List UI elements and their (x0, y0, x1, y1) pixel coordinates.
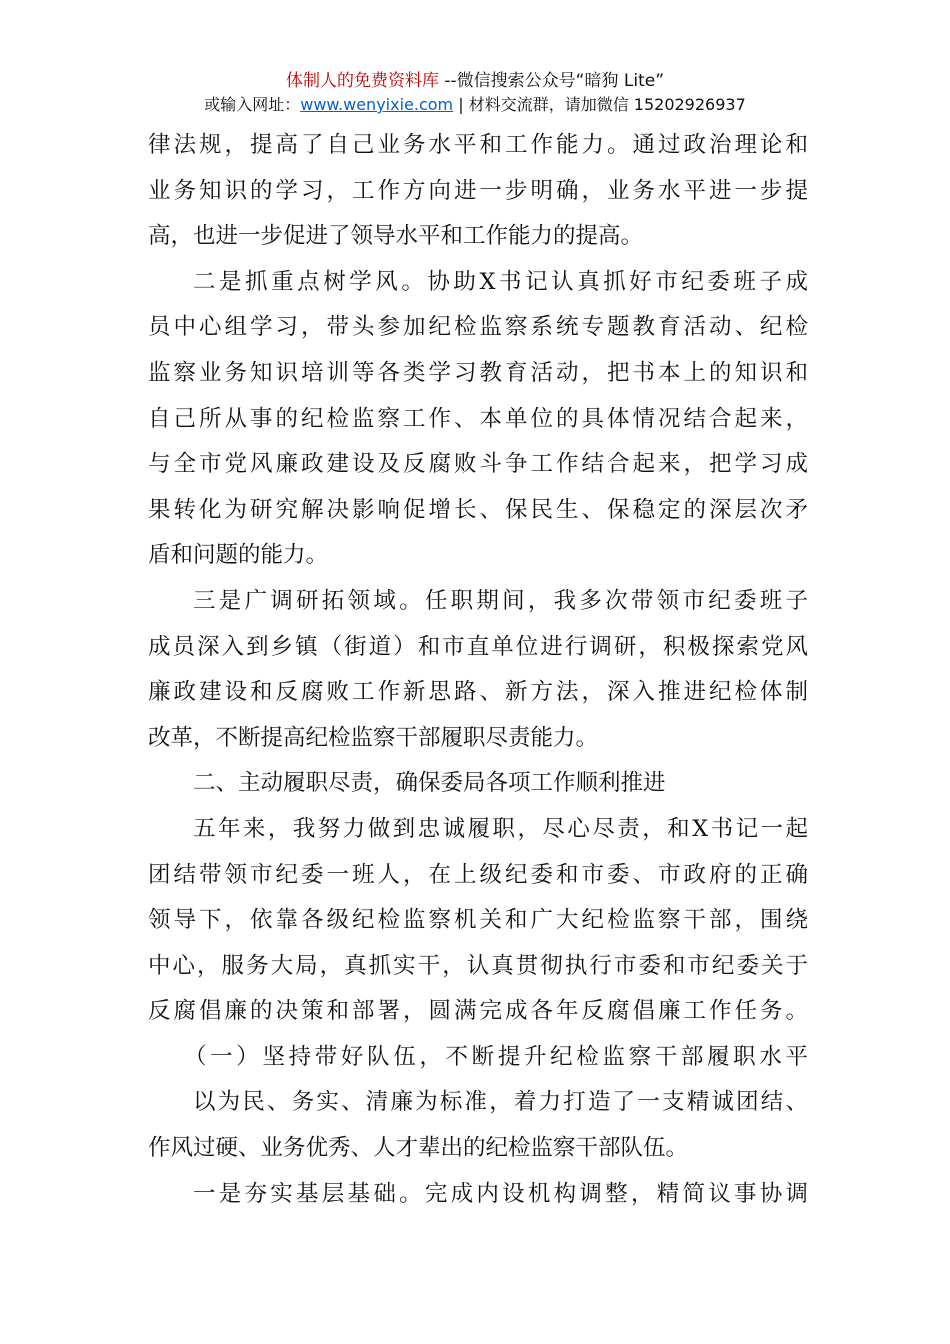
header-contact-line (0, 94, 950, 116)
text-line: 改革，不断提高纪检监察干部履职尽责能力。 (148, 724, 599, 751)
subsection-heading: （一）坚持带好队伍，不断提升纪检监察干部履职水平 (184, 1043, 808, 1070)
text-line: 与全市党风廉政建设及反腐败斗争工作结合起来，把学习成 (148, 451, 808, 478)
text-line: 自己所从事的纪检监察工作、本单位的具体情况结合起来， (148, 405, 808, 432)
text-line: 成员深入到乡镇（街道）和市直单位进行调研，积极探索党风 (148, 633, 808, 660)
paragraph-first-line: 一是夯实基层基础。完成内设机构调整，精简议事协调 (193, 1180, 808, 1207)
text-line: 领导下，依靠各级纪检监察机关和广大纪检监察干部，围绕 (148, 907, 808, 934)
text-line: 盾和问题的能力。 (148, 542, 329, 569)
text-line: 作风过硬、业务优秀、人才辈出的纪检监察干部队伍。 (148, 1135, 689, 1162)
section-heading: 二、主动履职尽责，确保委局各项工作顺利推进 (193, 770, 666, 797)
paragraph-first-line: 二是抓重点树学风。协助X书记认真抓好市纪委班子成 (193, 268, 808, 295)
text-line: 团结带领市纪委一班人，在上级纪委和市委、市政府的正确 (148, 861, 808, 888)
text-line: 果转化为研究解决影响促增长、保民生、保稳定的深层次矛 (148, 496, 808, 523)
document-body (148, 123, 808, 1217)
text-line: 业务知识的学习，工作方向进一步明确，业务水平进一步提 (148, 177, 808, 204)
text-line: 廉政建设和反腐败工作新思路、新方法，深入推进纪检体制 (148, 679, 808, 706)
text-line: 监察业务知识培训等各类学习教育活动，把书本上的知识和 (148, 359, 808, 386)
paragraph-first-line: 五年来，我努力做到忠诚履职，尽心尽责，和X书记一起 (193, 815, 808, 842)
website-link[interactable]: www.wenyixie.com (300, 95, 454, 114)
document-header (0, 70, 950, 116)
text-line: 中心，服务大局，真抓实干，认真贯彻执行市委和市纪委关于 (148, 952, 808, 979)
text-line: 律法规，提高了自己业务水平和工作能力。通过政治理论和 (148, 132, 808, 158)
contact-info: 材料交流群，请加微信 15202926937 (468, 95, 746, 114)
paragraph-first-line: 以为民、务实、清廉为标准，着力打造了一支精诚团结、 (193, 1089, 808, 1116)
text-line: 员中心组学习，带头参加纪检监察系统专题教育活动、纪检 (148, 314, 808, 341)
header-separator: | (453, 95, 469, 114)
url-prefix: 或输入网址： (204, 95, 301, 114)
header-subtitle: --微信搜索公众号“暗狗 Lite” (444, 71, 664, 91)
text-line: 反腐倡廉的决策和部署，圆满完成各年反腐倡廉工作任务。 (148, 998, 808, 1025)
text-line: 高，也进一步促进了领导水平和工作能力的提高。 (148, 223, 644, 250)
header-title-line (0, 70, 950, 92)
brand-title: 体制人的免费资料库 (285, 71, 439, 91)
paragraph-first-line: 三是广调研拓领域。任职期间，我多次带领市纪委班子 (193, 587, 808, 614)
